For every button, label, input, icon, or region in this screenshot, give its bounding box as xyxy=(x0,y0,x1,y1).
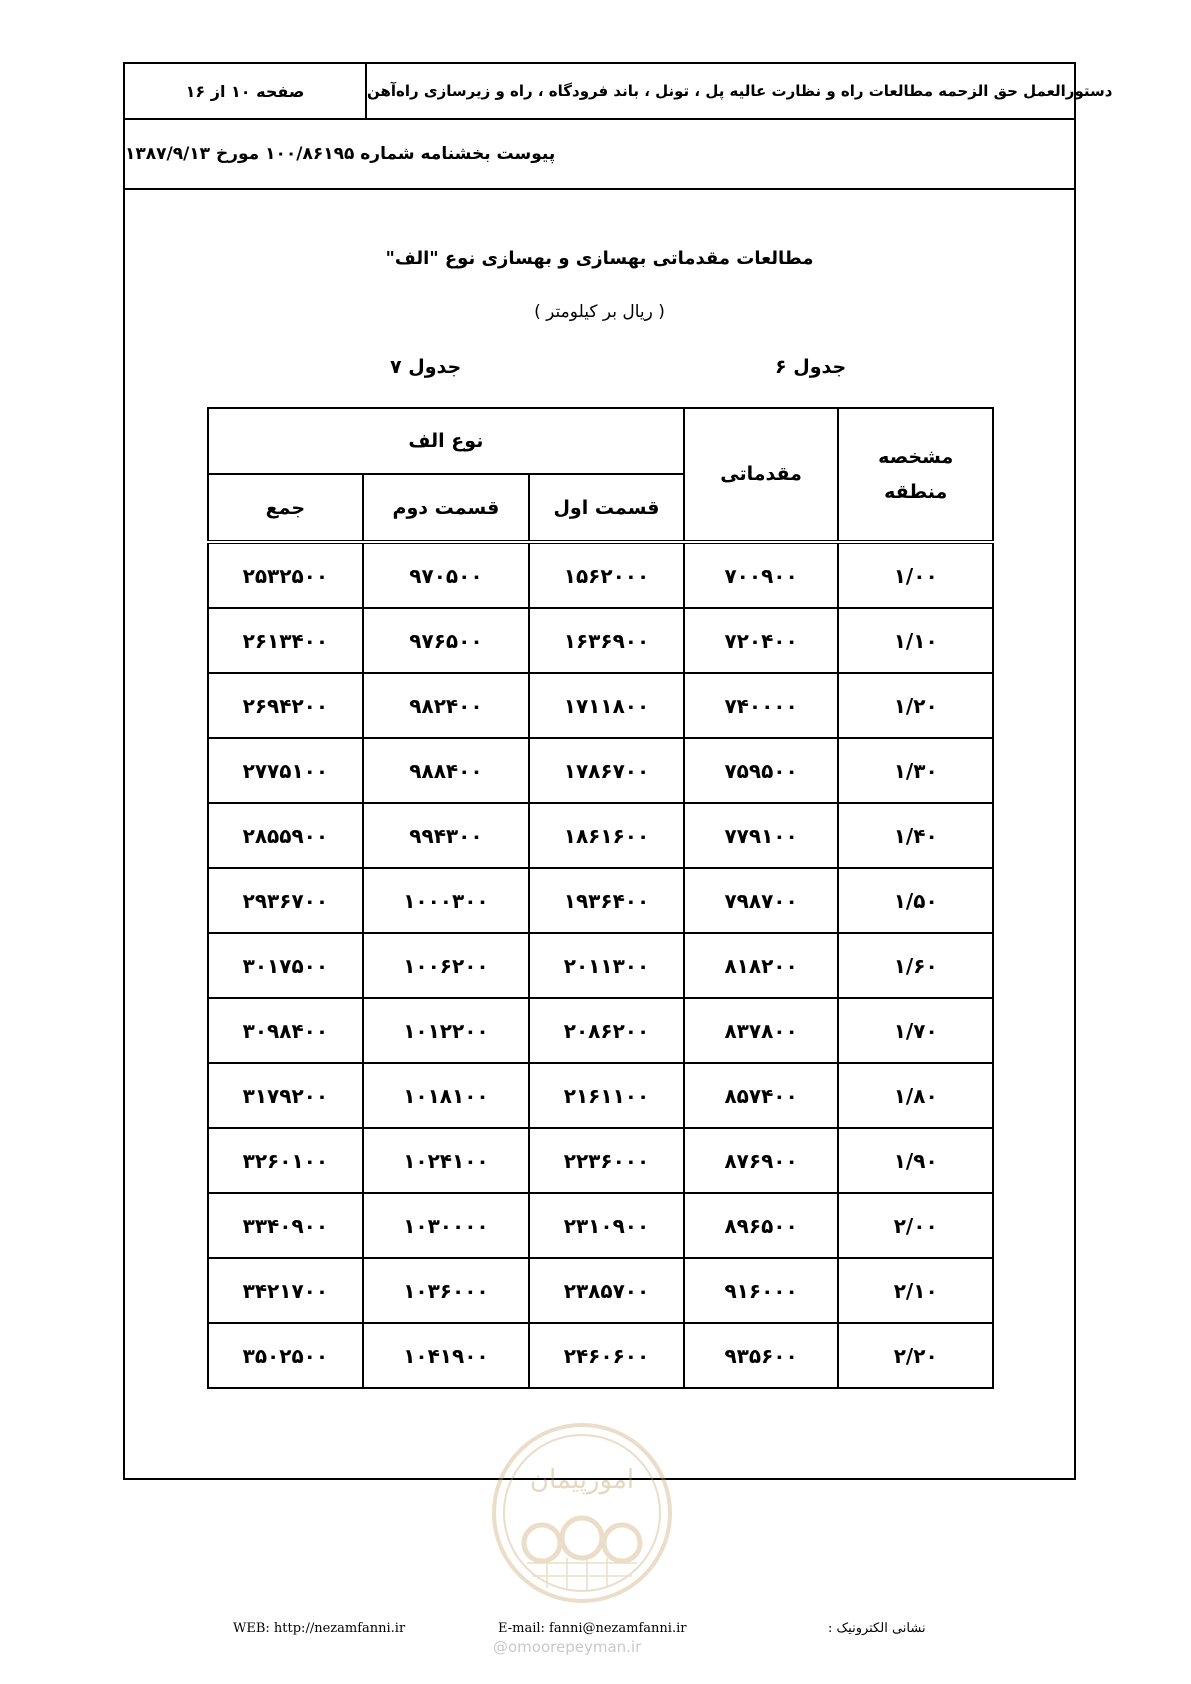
cell-total: ۳۴۲۱۷۰۰ xyxy=(208,1258,363,1323)
cell-total: ۳۱۷۹۲۰۰ xyxy=(208,1063,363,1128)
cell-part1: ۲۰۱۱۳۰۰ xyxy=(529,933,684,998)
cell-part1: ۲۳۸۵۷۰۰ xyxy=(529,1258,684,1323)
cell-preliminary: ۸۷۶۹۰۰ xyxy=(684,1128,839,1193)
cell-total: ۲۶۱۳۴۰۰ xyxy=(208,608,363,673)
cell-preliminary: ۷۰۰۹۰۰ xyxy=(684,542,839,608)
section-title: مطالعات مقدماتی بهسازی و بهسازی نوع "الف" xyxy=(385,248,814,269)
cell-total: ۲۵۳۲۵۰۰ xyxy=(208,542,363,608)
cell-part2: ۹۸۲۴۰۰ xyxy=(363,673,530,738)
table6-label: جدول ۶ xyxy=(775,356,847,378)
cell-part2: ۱۰۰۰۳۰۰ xyxy=(363,868,530,933)
cell-zone: ۱/۷۰ xyxy=(838,998,993,1063)
cell-part2: ۹۷۰۵۰۰ xyxy=(363,542,530,608)
table-row xyxy=(208,868,993,933)
cell-zone: ۲/۱۰ xyxy=(838,1258,993,1323)
document-title: دستورالعمل حق الزحمه مطالعات راه و نظارت عالیه پل ، تونل ، باند فرودگاه ، راه و زیرسازی راه‌آهن xyxy=(367,82,1113,100)
cell-total: ۲۶۹۴۲۰۰ xyxy=(208,673,363,738)
cell-total: ۳۳۴۰۹۰۰ xyxy=(208,1193,363,1258)
table7-label: جدول ۷ xyxy=(390,356,462,378)
cell-preliminary: ۸۵۷۴۰۰ xyxy=(684,1063,839,1128)
cell-part1: ۱۶۳۶۹۰۰ xyxy=(529,608,684,673)
cell-part2: ۱۰۴۱۹۰۰ xyxy=(363,1323,530,1388)
cell-part2: ۱۰۳۶۰۰۰ xyxy=(363,1258,530,1323)
cell-preliminary: ۷۲۰۴۰۰ xyxy=(684,608,839,673)
cell-part1: ۱۷۱۱۸۰۰ xyxy=(529,673,684,738)
cell-part2: ۱۰۱۸۱۰۰ xyxy=(363,1063,530,1128)
table-row xyxy=(208,738,993,803)
page-number: صفحه ۱۰ از ۱۶ xyxy=(125,64,367,118)
cell-total: ۳۰۱۷۵۰۰ xyxy=(208,933,363,998)
cell-preliminary: ۷۷۹۱۰۰ xyxy=(684,803,839,868)
cell-zone: ۱/۳۰ xyxy=(838,738,993,803)
table-row xyxy=(208,1128,993,1193)
header-preliminary: مقدماتی xyxy=(684,408,839,542)
cell-zone: ۱/۰۰ xyxy=(838,542,993,608)
cell-part1: ۱۵۶۲۰۰۰ xyxy=(529,542,684,608)
cell-part2: ۹۹۴۳۰۰ xyxy=(363,803,530,868)
seal-logo xyxy=(487,1418,677,1608)
header-part2: قسمت دوم xyxy=(363,474,530,542)
cell-zone: ۲/۰۰ xyxy=(838,1193,993,1258)
cell-zone: ۱/۱۰ xyxy=(838,608,993,673)
cell-part1: ۲۲۳۶۰۰۰ xyxy=(529,1128,684,1193)
table-row xyxy=(208,1193,993,1258)
table-row xyxy=(208,803,993,868)
table-row xyxy=(208,1258,993,1323)
cell-preliminary: ۹۳۵۶۰۰ xyxy=(684,1323,839,1388)
cell-preliminary: ۷۴۰۰۰۰ xyxy=(684,673,839,738)
unit-label: ( ریال بر کیلومتر ) xyxy=(534,302,665,322)
seal-text: امورپیمان xyxy=(529,1465,635,1495)
footer-email-label: نشانی الکترونیک : xyxy=(828,1621,926,1636)
cell-part1: ۲۱۶۱۱۰۰ xyxy=(529,1063,684,1128)
table-row xyxy=(208,998,993,1063)
table-row xyxy=(208,673,993,738)
table-row xyxy=(208,542,993,608)
cell-total: ۲۸۵۵۹۰۰ xyxy=(208,803,363,868)
cell-preliminary: ۷۹۸۷۰۰ xyxy=(684,868,839,933)
circular-reference: پیوست بخشنامه شماره ۱۰۰/۸۶۱۹۵ مورخ ۱۳۸۷/۹/۱۳ xyxy=(125,120,1074,190)
cell-total: ۲۷۷۵۱۰۰ xyxy=(208,738,363,803)
cell-preliminary: ۷۵۹۵۰۰ xyxy=(684,738,839,803)
cell-zone: ۱/۹۰ xyxy=(838,1128,993,1193)
header-total: جمع xyxy=(208,474,363,542)
cell-part2: ۱۰۰۶۲۰۰ xyxy=(363,933,530,998)
cell-part2: ۹۷۶۵۰۰ xyxy=(363,608,530,673)
cell-zone: ۱/۴۰ xyxy=(838,803,993,868)
cell-part1: ۱۷۸۶۷۰۰ xyxy=(529,738,684,803)
cell-part2: ۹۸۸۴۰۰ xyxy=(363,738,530,803)
cell-total: ۳۵۰۲۵۰۰ xyxy=(208,1323,363,1388)
footer-email: E-mail: fanni@nezamfanni.ir xyxy=(498,1621,687,1636)
header-zone-line2: منطقه xyxy=(884,480,948,503)
table-row xyxy=(208,933,993,998)
table-body xyxy=(208,542,993,1388)
cell-preliminary: ۹۱۶۰۰۰ xyxy=(684,1258,839,1323)
footer-watermark: @omoorepeyman.ir xyxy=(493,1638,642,1656)
header-type-alef: نوع الف xyxy=(208,408,684,474)
cell-zone: ۱/۲۰ xyxy=(838,673,993,738)
footer-web: WEB: http://nezamfanni.ir xyxy=(233,1621,406,1636)
header-zone xyxy=(838,408,993,542)
cell-total: ۳۲۶۰۱۰۰ xyxy=(208,1128,363,1193)
cell-preliminary: ۸۳۷۸۰۰ xyxy=(684,998,839,1063)
cell-part1: ۲۳۱۰۹۰۰ xyxy=(529,1193,684,1258)
cell-part2: ۱۰۳۰۰۰۰ xyxy=(363,1193,530,1258)
header-zone-line1: مشخصه xyxy=(878,446,954,469)
cell-part1: ۱۸۶۱۶۰۰ xyxy=(529,803,684,868)
cell-part1: ۱۹۳۶۴۰۰ xyxy=(529,868,684,933)
header-row xyxy=(125,64,1113,120)
table-row xyxy=(208,1323,993,1388)
page-frame xyxy=(123,62,1113,1480)
cell-total: ۳۰۹۸۴۰۰ xyxy=(208,998,363,1063)
cell-preliminary: ۸۹۶۵۰۰ xyxy=(684,1193,839,1258)
cell-part2: ۱۰۲۴۱۰۰ xyxy=(363,1128,530,1193)
cell-part2: ۱۰۱۲۲۰۰ xyxy=(363,998,530,1063)
cell-zone: ۱/۵۰ xyxy=(838,868,993,933)
header-part1: قسمت اول xyxy=(529,474,684,542)
cell-zone: ۲/۲۰ xyxy=(838,1323,993,1388)
cell-part1: ۲۴۶۰۶۰۰ xyxy=(529,1323,684,1388)
table-row xyxy=(208,608,993,673)
cell-zone: ۱/۶۰ xyxy=(838,933,993,998)
cell-zone: ۱/۸۰ xyxy=(838,1063,993,1128)
fee-table xyxy=(207,407,994,1389)
cell-preliminary: ۸۱۸۲۰۰ xyxy=(684,933,839,998)
table-row xyxy=(208,1063,993,1128)
cell-total: ۲۹۳۶۷۰۰ xyxy=(208,868,363,933)
cell-part1: ۲۰۸۶۲۰۰ xyxy=(529,998,684,1063)
